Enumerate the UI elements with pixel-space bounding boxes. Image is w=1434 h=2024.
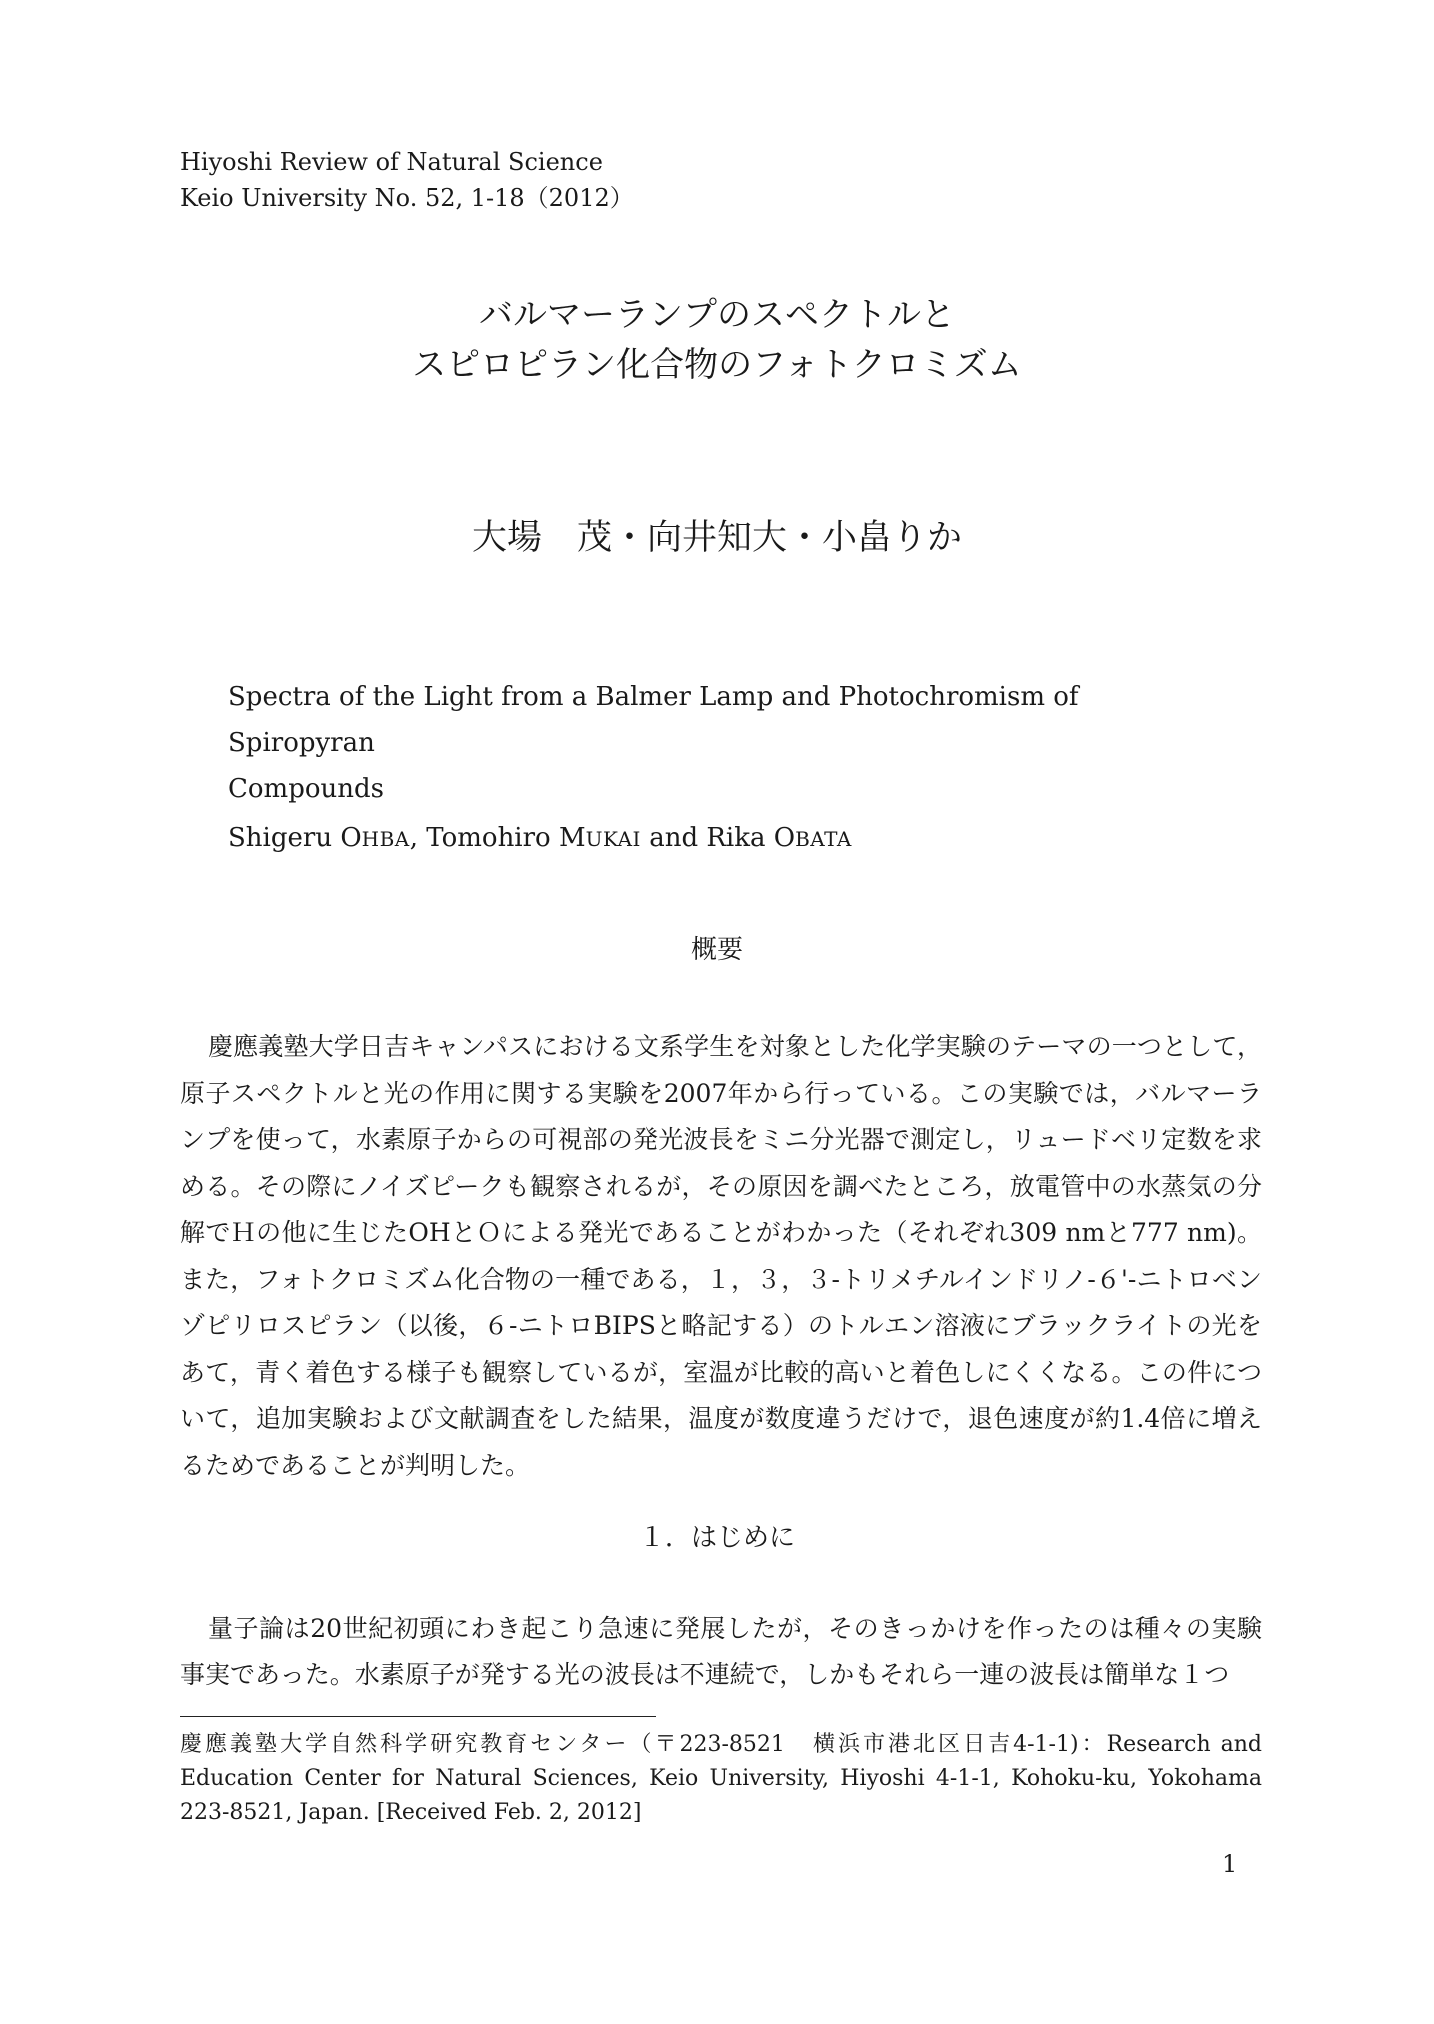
authors-japanese bbox=[0, 514, 1434, 562]
author-en-1-given: Shigeru O bbox=[228, 823, 362, 853]
author-en-2-surname: UKAI bbox=[585, 827, 641, 851]
title-en-line-1: Spectra of the Light from a Balmer Lamp and Photochromism of Spiropyran bbox=[228, 682, 1079, 758]
footnote-divider bbox=[180, 1716, 656, 1717]
title-line-1: バルマーランプのスペクトルと bbox=[479, 295, 955, 335]
author-en-3-surname: BATA bbox=[795, 827, 852, 851]
journal-name: Hiyoshi Review of Natural Science bbox=[180, 148, 603, 176]
abstract-heading: 概要 bbox=[690, 935, 743, 965]
title-line-2: スピロピラン化合物のフォトクロミズム bbox=[412, 345, 1022, 385]
author-separator: ・ bbox=[787, 518, 823, 558]
title-japanese bbox=[0, 290, 1434, 390]
affiliation-footnote: 慶應義塾大学自然科学研究教育センター（〒223-8521 横浜市港北区日吉4-1-1)：Research and Education Center for Natural Sciences, Keio University, Hiyoshi 4-1-1, Kohoku-ku, Yokohama 223-8521, Japan. [Received Feb. 2, 2012] bbox=[180, 1732, 1262, 1825]
author-en-1-surname: HBA bbox=[361, 827, 410, 851]
journal-volume: Keio University No. 52, 1-18（2012） bbox=[180, 184, 634, 212]
author-separator: ・ bbox=[611, 518, 647, 558]
author-ja-3: 小畠りか bbox=[822, 518, 963, 558]
authors-english bbox=[228, 818, 852, 859]
page-number: 1 bbox=[1222, 1850, 1238, 1878]
author-en-3-given: and Rika O bbox=[640, 823, 796, 853]
author-ja-2: 向井知大 bbox=[646, 518, 787, 558]
title-en-line-2: Compounds bbox=[228, 774, 384, 804]
abstract-body: 慶應義塾大学日吉キャンパスにおける文系学生を対象とした化学実験のテーマの一つとして，原子スペクトルと光の作用に関する実験を2007年から行っている。この実験では，バルマーランプを使って，水素原子からの可視部の発光波長をミニ分光器で測定し，リュードベリ定数を求める。その際にノイズピークも観察されるが，その原因を調べたところ，放電管中の水蒸気の分解でＨの他に生じたOHとＯによる発光であることがわかった（それぞれ309 nmと777 nm)。また，フォトクロミズム化合物の一種である，１，３，３-トリメチルインドリノ-６'-ニトロベンゾピリロスピラン（以後，６-ニトロBIPSと略記する）のトルエン溶液にブラックライトの光をあて，青く着色する様子も観察しているが，室温が比較的高いと着色しにくくなる。この件について，追加実験および文献調査をした結果，温度が数度違うだけで，退色速度が約1.4倍に増えるためであることが判明した。 bbox=[180, 1032, 1262, 1480]
introduction-body: 量子論は20世紀初頭にわき起こり急速に発展したが，そのきっかけを作ったのは種々の実験事実であった。水素原子が発する光の波長は不連続で，しかもそれら一連の波長は簡単な１つ bbox=[180, 1614, 1262, 1689]
title-english bbox=[228, 674, 1228, 812]
author-ja-1: 大場 茂 bbox=[471, 518, 612, 558]
author-en-2-given: , Tomohiro M bbox=[409, 823, 586, 853]
section-heading-introduction: １．はじめに bbox=[638, 1523, 795, 1553]
journal-header bbox=[180, 144, 634, 216]
